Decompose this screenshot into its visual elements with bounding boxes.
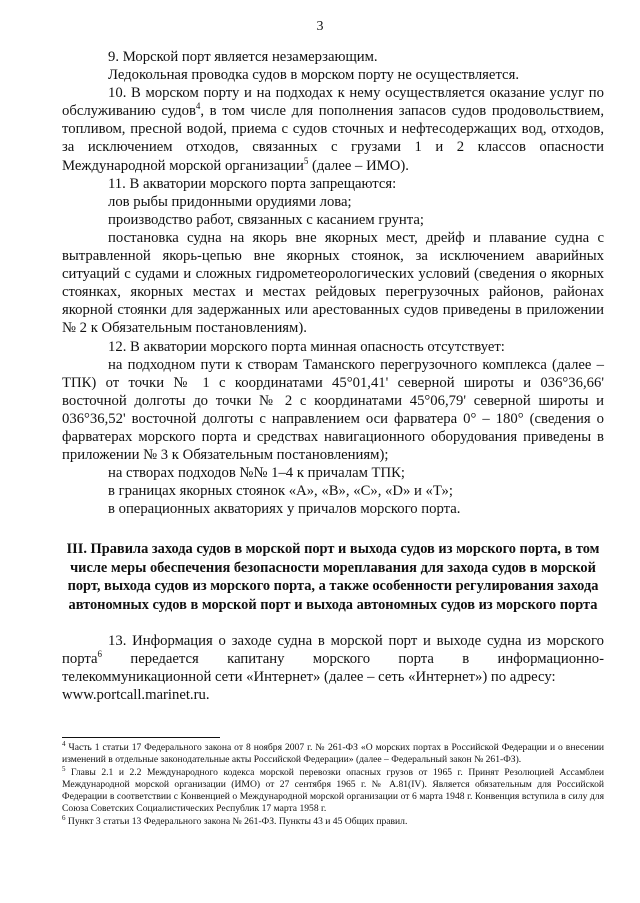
footnote-text: Часть 1 статьи 17 Федерального закона от 8 ноября 2007 г. № 261-ФЗ «О морских портах в Российской Федерации и о внесении изменений в отдельные законодательные акты Российской Федерации» (далее – Федеральный закон № 261-ФЗ). (62, 742, 604, 766)
paragraph-10-text-c: (далее – ИМО). (308, 157, 409, 174)
footnote-4 (62, 739, 604, 767)
document-body (62, 48, 604, 704)
portcall-url-link[interactable]: www.portcall.marinet.ru. (62, 687, 210, 704)
paragraph-10-text-b: , в том числе для пополнения запасов судов продовольствием, топливом, пресной водой, приема с судов сточных и нефтесодержащих вод, отходов, за исключением отходов, связанных с грузами 1 и 2 классов опасности Международной морской организации (62, 103, 604, 174)
paragraph-9: 9. Морской порт является незамерзающим. (108, 49, 378, 65)
list-item: в операционных акваториях у причалов морского порта. (108, 501, 461, 518)
footnote-separator (62, 737, 220, 738)
footnotes (62, 739, 604, 828)
paragraph-9-icebreaking: Ледокольная проводка судов в морском порту не осуществляется. (108, 67, 519, 84)
heading-spacer (62, 614, 604, 632)
list-item: в границах якорных стоянок «А», «В», «С», «D» и «Т»; (108, 483, 453, 500)
footnote-text: Пункт 3 статьи 13 Федерального закона № 261-ФЗ. Пункты 43 и 45 Общих правил. (65, 815, 408, 827)
paragraph-11: 11. В акватории морского порта запрещаются: (108, 175, 397, 192)
paragraph-13-text-a: 13. Информация о заходе судна в морской порт и выходе судна из морского порта (62, 633, 604, 668)
paragraph-10-text-a: 10. В морском порту и на подходах к нему осуществляется оказание услуг по обслуживанию судов (62, 85, 604, 120)
footnote-mark: 6 (62, 813, 66, 822)
paragraph-10 (62, 84, 604, 174)
footnote-mark: 4 (62, 739, 66, 748)
footnote-mark: 5 (62, 764, 66, 773)
footnote-ref-5[interactable]: 5 (303, 155, 309, 166)
footnote-ref-6[interactable]: 6 (97, 649, 102, 660)
list-item: лов рыбы придонными орудиями лова; (108, 193, 352, 210)
list-item: на створах подходов №№ 1–4 к причалам ТПК; (108, 465, 406, 482)
paragraph-12: 12. В акватории морского порта минная опасность отсутствует: (108, 338, 505, 355)
footnote-5 (62, 764, 604, 816)
list-item: постановка судна на якорь вне якорных мест, дрейф и плавание судна с вытравленной якорь-цепью вне якорных стоянок, за исключением аварийных ситуаций с судами и сложных гидрометеорологических условий (сведения о якорных стоянках, якорных местах и местах рейдовых перегрузочных районов, районах якорной стоянки для задержанных или арестованных судов приведены в приложении № 2 к Обязательным постановлениям). (62, 229, 604, 337)
footnote-6 (62, 813, 604, 828)
list-item: на подходном пути к створам Таманского перегрузочного комплекса (далее – ТПК) от точки № 1 с координатами 45°01,41' северной широты и 036°36,66' восточной долготы до точки № 2 с координатами 45°06,79' северной широты и 036°36,52' восточной долготы с направлением оси фарватера 0° – 180° (сведения о фарватерах морского порта и средствах навигационного оборудования приведены в приложении № 3 к Обязательным постановлениям); (62, 356, 604, 464)
footnote-text: Главы 2.1 и 2.2 Международного кодекса морской перевозки опасных грузов от 1965 г. Принят Резолюцией Ассамблеи Международной морской организации (ИМО) от 27 сентября 1965 г. № A.81(IV). Является обязательным для Российской Федерации в соответствии с Конвенцией о Международной морской организации от 6 марта 1948 г. Конвенция вступила в силу для Союза Советских Социалистических Республик 17 марта 1958 г. (62, 766, 604, 815)
section-heading: III. Правила захода судов в морской порт и выхода судов из морского порта, в том числе меры обеспечения безопасности мореплавания для захода судов в морской порт, выхода судов из морского порта, а также особенности регулирования захода автономных судов в морской порт и выхода автономных судов из морского порта (66, 541, 600, 613)
page-number: 3 (316, 19, 324, 34)
paragraph-13-text-b: передается капитану морского порта в информационно-телекоммуникационной сети «Интернет» (далее – сеть «Интернет») по адресу: (62, 651, 604, 686)
list-item: производство работ, связанных с касанием грунта; (108, 211, 424, 228)
paragraph-13 (62, 632, 604, 686)
footnote-ref-4[interactable]: 4 (195, 101, 201, 112)
